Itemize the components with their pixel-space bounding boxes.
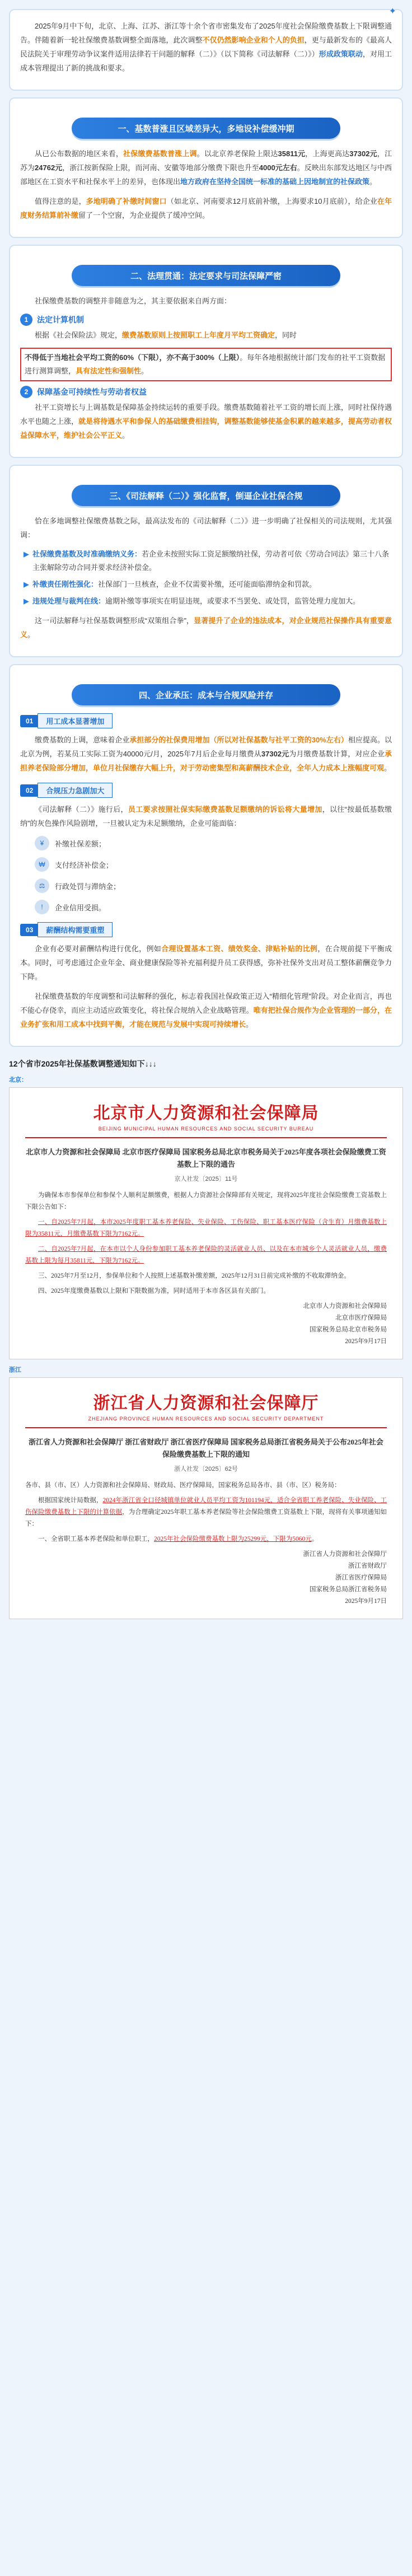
highlight: 在年度财务结算前补缴 (20, 197, 392, 219)
text: ，上海更高达 (305, 149, 350, 158)
section-1-title: 一、基数普涨且区域差异大，多地设补偿缓冲期 (72, 118, 340, 139)
text: 。 (141, 367, 149, 375)
point-title: 用工成本显著增加 (38, 713, 113, 728)
doc-paragraph: 四、2025年度缴费基数以上限和下限数据为准，同时适用于本市各区县有关部门。 (38, 1288, 270, 1294)
text: 企业有必要对薪酬结构进行优化，例如 (35, 945, 162, 953)
arrow-icon: ▶ (24, 550, 29, 558)
subsection-1-paragraph (20, 328, 392, 342)
value: 35811元 (278, 149, 306, 158)
section-3-title: 三、《司法解释（二）》强化监督，倒逼企业社保合规 (72, 485, 340, 506)
highlight: 维护社会公平正义 (64, 431, 123, 440)
beijing-notice-document (9, 1087, 403, 1359)
signer: 浙江省人力资源和社会保障厅 (303, 1551, 387, 1558)
date: 2025年9月17日 (345, 1338, 387, 1345)
highlight: 合理设置基本工资、绩效奖金、津贴补贴的比例 (161, 945, 318, 953)
list-item (24, 548, 392, 574)
highlight: 具有法定性和强制性 (76, 367, 142, 375)
doc-paragraph (25, 1217, 387, 1240)
point-number: 03 (20, 924, 39, 936)
text: 根据《社会保险法》规定， (35, 331, 123, 339)
key-points-list (24, 548, 392, 608)
doc-paragraph: 各市、县（市、区）人力资源和社会保障局、财政局、医疗保障局，国家税务总局各市、县（市、区）税务局： (25, 1482, 341, 1489)
text: ，江苏为 (20, 149, 392, 172)
text: 根据国家统计局数据， (38, 1497, 103, 1504)
point-2-paragraph (20, 802, 392, 830)
highlight: 就是将待遇水平和参保人的基础缴费相挂钩， (78, 417, 224, 426)
province-list-title: 12个省市2025年社保基数调整通知如下↓↓↓ (9, 1059, 157, 1068)
signer: 北京市人力资源和社会保障局 (303, 1303, 387, 1310)
subsection-2-heading (20, 386, 392, 398)
item-text: 若企业未按照实际工资足额缴纳社保，劳动者可依《劳动合同法》第三十八条主张解除劳动合同并要求经济补偿金。 (32, 550, 390, 572)
section-4-card (9, 664, 403, 1047)
text: 这一司法解释与社保基数调整形成“双策组合拳”， (35, 616, 194, 625)
item-text: 社保部门一旦核查，企业不仅需要补缴，还可能面临滞纳金和罚款。 (98, 580, 317, 588)
highlight: 承担养老保险部分增加，单位月社保缴存大幅上升，对于劳动密集型和高薪酬技术企业，全年人力成本上涨幅度可观 (20, 750, 392, 772)
list-item (24, 578, 392, 591)
highlight: 唯有把社保合规作为企业管理的一部分，在业务扩张和用工成本中找到平衡，才能在规范与发展中实现可持续增长 (20, 1006, 392, 1028)
number-badge: 2 (20, 386, 32, 398)
section-3-conclusion (20, 614, 392, 642)
section-2-card (9, 245, 403, 458)
subsection-title: 保障基金可持续性与劳动者权益 (37, 387, 147, 396)
divider (25, 1137, 387, 1138)
text: ，对用工成本管理提出了新的挑战和要求。 (20, 50, 392, 72)
point-3-paragraph (20, 942, 392, 984)
text: 。每年各地根据统计部门发布的社平工资数据进行测算调整， (25, 353, 386, 375)
doc-paragraph: 三、2025年7月至12月，参保单位和个人按照上述基数补缴差额，2025年12月31日前完成补缴的不收取滞纳金。 (38, 1273, 350, 1279)
text: 为月缴费基数计算，对应企业 (289, 750, 385, 758)
section-1-paragraph-2 (20, 194, 392, 222)
text: 从已公布数据的地区来看， (35, 149, 123, 158)
highlight: 多地明确了补缴时间窗口 (86, 197, 167, 205)
article (0, 9, 412, 1619)
signer: 浙江省医疗保障局 (335, 1574, 387, 1581)
text: 缴费基数的上调，意味着企业 (35, 736, 130, 744)
value: 37302元 (261, 750, 289, 758)
point-number: 01 (20, 715, 39, 727)
document-header-en: ZHEJIANG PROVINCE HUMAN RESOURCES AND SOCIAL SECURITY DEPARTMENT (88, 1416, 324, 1422)
point-title: 合规压力急剧加大 (38, 783, 113, 798)
risk-item (35, 836, 392, 850)
point-title: 薪酬结构需要重塑 (38, 922, 113, 937)
doc-paragraph: 为确保本市参保单位和参保个人顺利足额缴费，根据人力资源社会保障部有关规定，现将2025年度社会保险缴费工资基数上下限公告如下： (25, 1192, 387, 1210)
document-number: 浙人社发〔2025〕62号 (174, 1466, 238, 1472)
section-2-intro: 社保缴费基数的调整并非随意为之，其主要依据来自两方面： (35, 297, 232, 305)
highlight: 显著提升了企业的违法成本，对企业规范社保操作具有重要意义 (20, 616, 392, 639)
text: 。 (122, 431, 130, 440)
text: ，浙江按新保险上限，而河南、安徽等地部分缴费下限也升至 (62, 163, 259, 172)
subsection-1-heading (20, 314, 392, 326)
text: 留了一个空窗，为企业提供了缓冲空间。 (78, 211, 210, 219)
risk-text: 支付经济补偿金； (55, 861, 114, 869)
highlight: 一、自2025年7月起，本市2025年度职工基本养老保险、失业保险、工伤保险、职工基本医疗保险（含生育）月缴费基数上限为35811元，月缴费基数下限为7162元。 (25, 1219, 387, 1237)
list-item (24, 595, 392, 608)
highlight-box (20, 348, 392, 381)
item-label: 社保缴费基数及时准确缴纳义务： (32, 550, 142, 558)
section-1-card (9, 97, 403, 238)
document-header-en: BEIJING MUNICIPAL HUMAN RESOURCES AND SOCIAL SECURITY BUREAU (98, 1126, 314, 1132)
doc-paragraph (25, 1495, 387, 1530)
text: 。以北京养老保险上限达 (196, 149, 278, 158)
signature-block (25, 1549, 387, 1607)
signer: 北京市医疗保障局 (335, 1315, 387, 1321)
text: ，为合理确定2025年职工基本养老保险等社会保险缴费工资基数上下限，现将有关事项通知如下： (25, 1509, 387, 1527)
value: 24762元 (35, 163, 63, 172)
text: ，更与最新发布的《最高人民法院关于审理劳动争议案件适用法律若干问题的解释（二）》（以下简称《司法解释（二）》） (20, 36, 392, 58)
subsection-title: 法定计算机制 (37, 315, 84, 324)
highlight: 不仅仍然影响企业和个人的负担 (202, 36, 305, 44)
zhejiang-notice-document (9, 1377, 403, 1619)
highlight: 调整基数能够使基金积累的越来越多，提高劳动者权益保障水平， (20, 417, 392, 440)
wallet-icon: ₩ (35, 857, 49, 872)
document-title: 北京市人力资源和社会保障局 北京市医疗保障局 国家税务总局北京市税务局关于2025年度各项社会保险缴费工资基数上下限的通告 (26, 1148, 386, 1168)
highlight: 不得低于当地社会平均工资的60%（下限），亦不高于300%（上限） (25, 353, 240, 362)
section-4-title: 四、企业承压：成本与合规风险并存 (72, 684, 340, 705)
point-1-paragraph (20, 733, 392, 775)
signer: 浙江省财政厅 (348, 1563, 387, 1569)
arrow-icon: ▶ (24, 580, 29, 588)
text: 《司法解释（二）》施行后， (35, 805, 128, 814)
text: 。 (369, 177, 377, 186)
warning-icon: ! (35, 900, 49, 914)
text: 。 (27, 630, 35, 639)
point-number: 02 (20, 784, 39, 797)
highlight: 员工要求按照社保实际缴费基数足额缴纳的诉讼将大量增加 (128, 805, 322, 814)
item-label: 违规处理与裁判在线： (32, 597, 106, 605)
highlight: 地方政府在坚持全国统一标准的基础上因地制宜的社保政策 (180, 177, 370, 186)
section-3-card (9, 465, 403, 657)
divider (25, 1427, 387, 1428)
risk-item (35, 878, 392, 893)
text: ，以往“按最低基数缴纳”的灰色操作风险剧增，一旦被认定为未足额缴纳，企业可能面临： (20, 805, 392, 828)
point-1-heading (20, 713, 392, 728)
text: 社平工资增长与上调基数是保障基金持续运转的重要手段。缴费基数随着社平工资的增长而上涨，同时社保待遇水平也随之上涨， (20, 403, 392, 426)
province-tag-beijing: 北京： (9, 1077, 27, 1083)
text: 。 (246, 1020, 254, 1028)
text: 。 (384, 764, 392, 772)
highlight: 形成政策联动 (319, 50, 363, 58)
intro-paragraph (20, 19, 392, 75)
closing-paragraph (20, 989, 392, 1031)
highlight: 承担部分的社保费用增加（所以对社保基数与社平工资的30%左右） (129, 736, 348, 744)
sparkle-icon: ✦ (388, 7, 396, 16)
item-label: 补缴责任刚性强化： (32, 580, 99, 588)
document-header: 北京市人力资源和社会保障局 (93, 1104, 319, 1123)
text: ，同时 (275, 331, 297, 339)
risk-item (35, 857, 392, 872)
signer: 国家税务总局浙江省税务局 (310, 1586, 387, 1593)
text: 社保缴费基数的年度调整和司法解释的强化，标志着我国社保政策正迈入“精细化管理”阶段。对企业而言，再也不能心存侥幸，而应主动适应政策变化，将社保合规纳入企业战略管理。 (20, 992, 392, 1014)
section-3-intro: 恰在多地调整社保缴费基数之际，最高法发布的《司法解释（二）》进一步明确了社保相关的司法规则，尤其强调： (20, 517, 392, 539)
highlight: 社保缴费基数普涨上调 (123, 149, 197, 158)
text: 。 (311, 1536, 319, 1542)
money-icon: ¥ (35, 836, 49, 850)
text: ，在合规前提下平衡成本。同时，可考虑通过企业年金、商业健康保险等补充福利提升员工获得感，弥补社保外支出对员工整体薪酬竞争力下降。 (20, 945, 392, 981)
signature-block (25, 1301, 387, 1348)
arrow-icon: ▶ (24, 597, 29, 605)
doc-paragraph (25, 1534, 387, 1545)
risk-text: 行政处罚与滞纳金； (55, 882, 121, 891)
highlight: 2025年社会保险缴费基数上限为25299元，下限为5060元 (154, 1536, 312, 1542)
text: 2025年9月中下旬，北京、上海、江苏、浙江等十余个省市密集发布了2025年度社会保险缴费基数上下限调整通告。伴随着新一轮社保缴费基数调整全面落地，此次调整 (20, 22, 392, 44)
risk-text: 补缴社保差额； (55, 839, 106, 848)
value: 4000元左右 (259, 163, 297, 172)
text: 一、全省职工基本养老保险和单位职工， (38, 1536, 154, 1542)
point-2-heading (20, 783, 392, 798)
item-text: 逾期补缴等事项实在明显违规，或要求不当罢免、或处罚，监管处理力度加大。 (105, 597, 360, 605)
number-badge: 1 (20, 314, 32, 326)
doc-paragraph: 二、自2025年7月起，在本市以个人身份参加职工基本养老保险的灵活就业人员、以及在本市城乡个人灵活就业人员，缴费基数上限为每月35811元，下限为7162元。 (25, 1246, 387, 1264)
point-3-heading (20, 922, 392, 937)
section-1-paragraph-1 (20, 147, 392, 189)
date: 2025年9月17日 (345, 1598, 387, 1605)
value: 37302元 (349, 149, 377, 158)
text: 。反映出东部发达地区与中西部地区在工资水平和社保水平上的差异，也体现出 (20, 163, 392, 186)
intro-card (9, 9, 403, 91)
text: 相应提高。以北京为例，若某员工实际工资为40000元/月，2025年7月后企业每月缴费从 (20, 736, 392, 758)
signer: 国家税务总局北京市税务局 (310, 1326, 387, 1333)
province-tag-zhejiang: 浙江 (9, 1367, 21, 1373)
gavel-icon: ⚖ (35, 878, 49, 893)
section-2-title: 二、法理贯通：法定要求与司法保障严密 (72, 265, 340, 286)
risk-item (35, 900, 392, 914)
text: （如北京、河南要求12月底前补缴，上海要求10月底前），给企业 (166, 197, 377, 205)
text: 值得注意的是， (35, 197, 86, 205)
document-title: 浙江省人力资源和社会保障厅 浙江省财政厅 浙江省医疗保障局 国家税务总局浙江省税务局关于公布2025年社会保险缴费基数上下限的通知 (29, 1438, 383, 1458)
risk-text: 企业信用受损。 (55, 903, 106, 912)
risk-list (35, 836, 392, 914)
highlight: 缴费基数原则上按照职工上年度月平均工资确定 (122, 331, 275, 339)
document-header: 浙江省人力资源和社会保障厅 (93, 1394, 319, 1413)
subsection-2-paragraph (20, 400, 392, 442)
highlight: 2024年浙江省全口径城镇单位就业人员平均工资为101194元，适合全省职工养老保险、失业保险、工伤保险缴费基数上下限的计算依据 (25, 1497, 387, 1516)
document-number: 京人社发〔2025〕11号 (174, 1176, 238, 1182)
